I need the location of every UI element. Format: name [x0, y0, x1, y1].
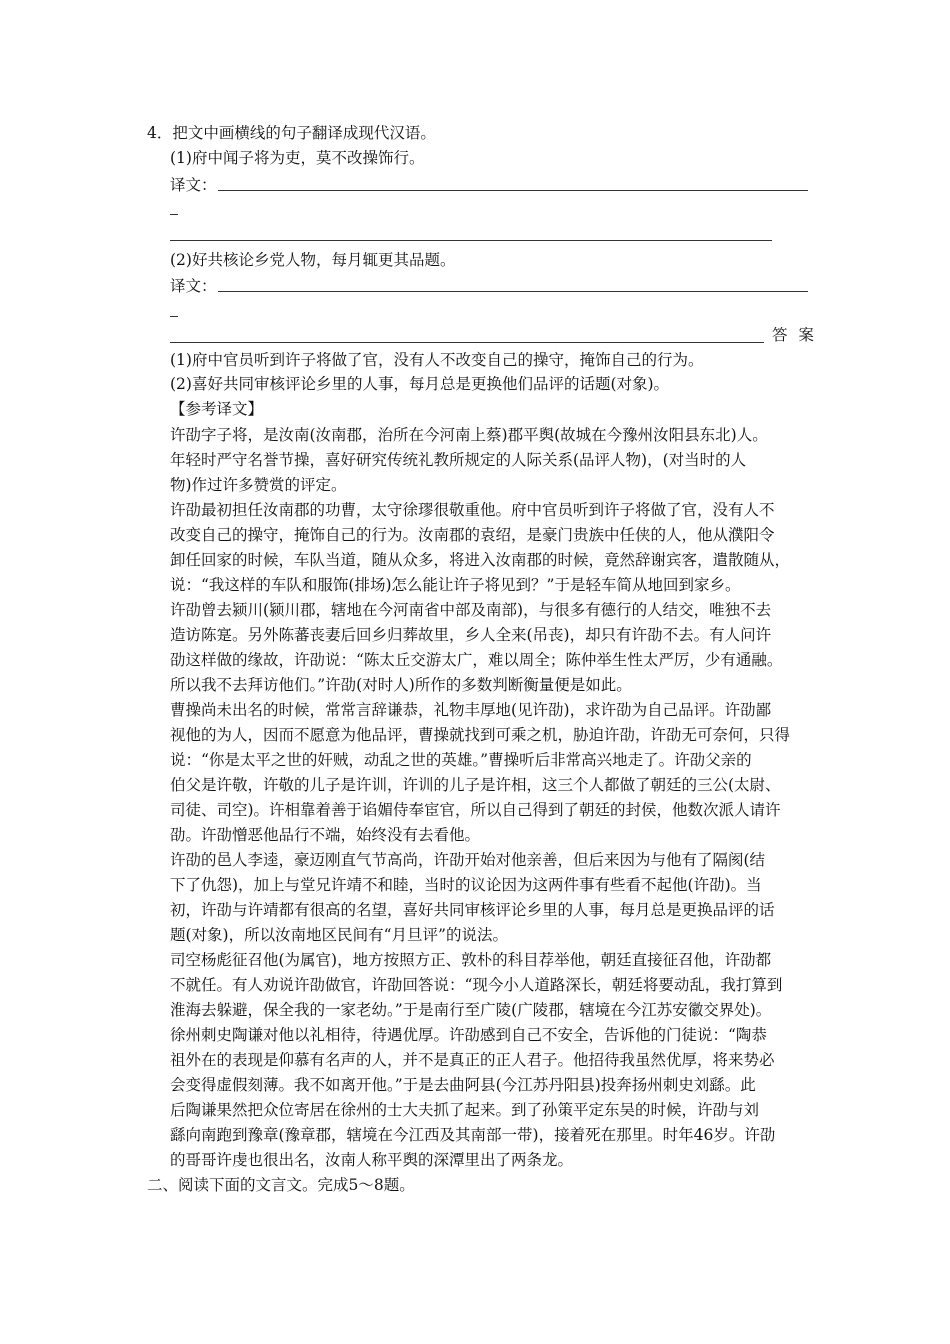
reference-line: 曹操尚未出名的时候，常常言辞谦恭，礼物丰厚地(见许劭)，求许劭为自己品评。许劭鄙	[170, 701, 772, 719]
reference-line: 劭这样做的缘故，许劭说：“陈太丘交游太广，难以周全；陈仲举生性太严厉，少有通融。	[170, 651, 783, 669]
reference-line: 祖外在的表现是仰慕有名声的人，并不是真正的正人君子。他招待我虽然优厚，将来势必	[170, 1051, 775, 1069]
reference-line: 繇向南跑到豫章(豫章郡，辖境在今江西及其南部一带)，接着死在那里。时年46岁。许劭	[170, 1126, 776, 1144]
reference-line: 淮海去躲避，保全我的一家老幼。”于是南行至广陵(广陵郡，辖境在今江苏安徽交界处)。	[170, 1001, 772, 1019]
reference-line: 的哥哥许虔也很出名，汝南人称平舆的深潭里出了两条龙。	[170, 1151, 574, 1169]
reference-line: 所以我不去拜访他们。”许劭(对时人)所作的多数判断衡量便是如此。	[170, 676, 632, 694]
reference-line: 伯父是许敬，许敬的儿子是许训，许训的儿子是许相，这三个人都做了朝廷的三公(太尉、	[170, 776, 781, 794]
reference-line: 视他的为人，因而不愿意为他品评，曹操就找到可乘之机，胁迫许劭，许劭无可奈何，只得	[170, 726, 791, 744]
reference-line: 许劭最初担任汝南郡的功曹，太守徐璆很敬重他。府中官员听到许子将做了官，没有人不	[170, 501, 775, 519]
reference-line: 会变得虚假刻薄。我不如离开他。”于是去曲阿县(今江苏丹阳县)投奔扬州刺史刘繇。此	[170, 1076, 756, 1094]
translation-label-1: 译文：	[170, 176, 217, 194]
reference-line: 下了仇怨)，加上与堂兄许靖不和睦，当时的议论因为这两件事有些看不起他(许劭)。当	[170, 876, 762, 894]
reference-line: 许劭曾去颍川(颍川郡，辖地在今河南省中部及南部)，与很多有德行的人结交，唯独不去	[170, 601, 772, 619]
answer-2: (2)喜好共同审核评论乡里的人事，每月总是更换他们品评的话题(对象)。	[170, 375, 670, 393]
reference-line: 卸任回家的时候，车队当道，随从众多，将进入汝南郡的时候，竟然辞谢宾客，遣散随从，	[170, 551, 791, 569]
answer-line-1b	[170, 240, 772, 241]
reference-line: 司空杨彪征召他(为属官)，地方按照方正、敦朴的科目荐举他，朝廷直接征召他，许劭都	[170, 951, 772, 969]
reference-line: 后陶谦果然把众位寄居在徐州的士大夫抓了起来。到了孙策平定东吴的时候，许劭与刘	[170, 1101, 760, 1119]
reference-line: 初，许劭与许靖都有很高的名望，喜好共同审核评论乡里的人事，每月总是更换品评的话	[170, 901, 775, 919]
section-2-title: 二、阅读下面的文言文。完成5～8题。	[147, 1176, 415, 1194]
reference-line: 司徒、司空)。许相靠着善于谄媚侍奉宦官，所以自己得到了朝廷的封侯，他数次派人请许	[170, 801, 781, 819]
reference-line: 题(对象)，所以汝南地区民间有“月旦评”的说法。	[170, 926, 508, 944]
question-4-title: 4．把文中画横线的句子翻译成现代汉语。	[147, 124, 436, 142]
reference-line: 年轻时严守名誉节操，喜好研究传统礼教所规定的人际关系(品评人物)，(对当时的人	[170, 451, 747, 469]
reference-line: 不就任。有人劝说许劭做官，许劭回答说：“现今小人道路深长，朝廷将要动乱，我打算到	[170, 976, 783, 994]
reference-line: 许劭的邑人李逵，豪迈刚直气节高尚，许劭开始对他亲善，但后来因为与他有了隔阂(结	[170, 851, 766, 869]
reference-line: 徐州刺史陶谦对他以礼相待，待遇优厚。许劭感到自己不安全，告诉他的门徒说：“陶恭	[170, 1026, 767, 1044]
answer-line-2b	[170, 342, 764, 343]
reference-line: 物)作过许多赞赏的评定。	[170, 476, 347, 494]
reference-line: 说：“我这样的车队和服饰(排场)怎么能让许子将见到？”于是轻车简从地回到家乡。	[170, 576, 741, 594]
answer-label: 答 案	[772, 326, 817, 344]
question-4-sentence-1: (1)府中闻子将为吏，莫不改操饰行。	[170, 149, 425, 167]
question-4-sentence-2: (2)好共核论乡党人物，每月辄更其品题。	[170, 251, 456, 269]
answer-line-2a	[218, 291, 808, 292]
reference-line: 许劭字子将，是汝南(汝南郡，治所在今河南上蔡)郡平舆(故城在今豫州汝阳县东北)人。	[170, 426, 768, 444]
answer-1: (1)府中官员听到许子将做了官，没有人不改变自己的操守，掩饰自己的行为。	[170, 351, 704, 369]
translation-label-2: 译文：	[170, 277, 217, 295]
reference-line: 劭。许劭憎恶他品行不端，始终没有去看他。	[170, 826, 481, 844]
reference-heading: 【参考译文】	[170, 400, 264, 418]
answer-line-1a	[218, 190, 808, 191]
reference-line: 造访陈寔。另外陈蕃丧妻后回乡归葬故里，乡人全来(吊丧)，却只有许劭不去。有人问许	[170, 626, 772, 644]
reference-line: 说：“你是太平之世的奸贼，动乱之世的英雄。”曹操听后非常高兴地走了。许劭父亲的	[170, 751, 752, 769]
answer-line-dash-1	[170, 214, 178, 215]
answer-line-dash-2	[170, 316, 178, 317]
reference-line: 改变自己的操守，掩饰自己的行为。汝南郡的袁绍，是豪门贵族中任侠的人，他从濮阳令	[170, 526, 775, 544]
